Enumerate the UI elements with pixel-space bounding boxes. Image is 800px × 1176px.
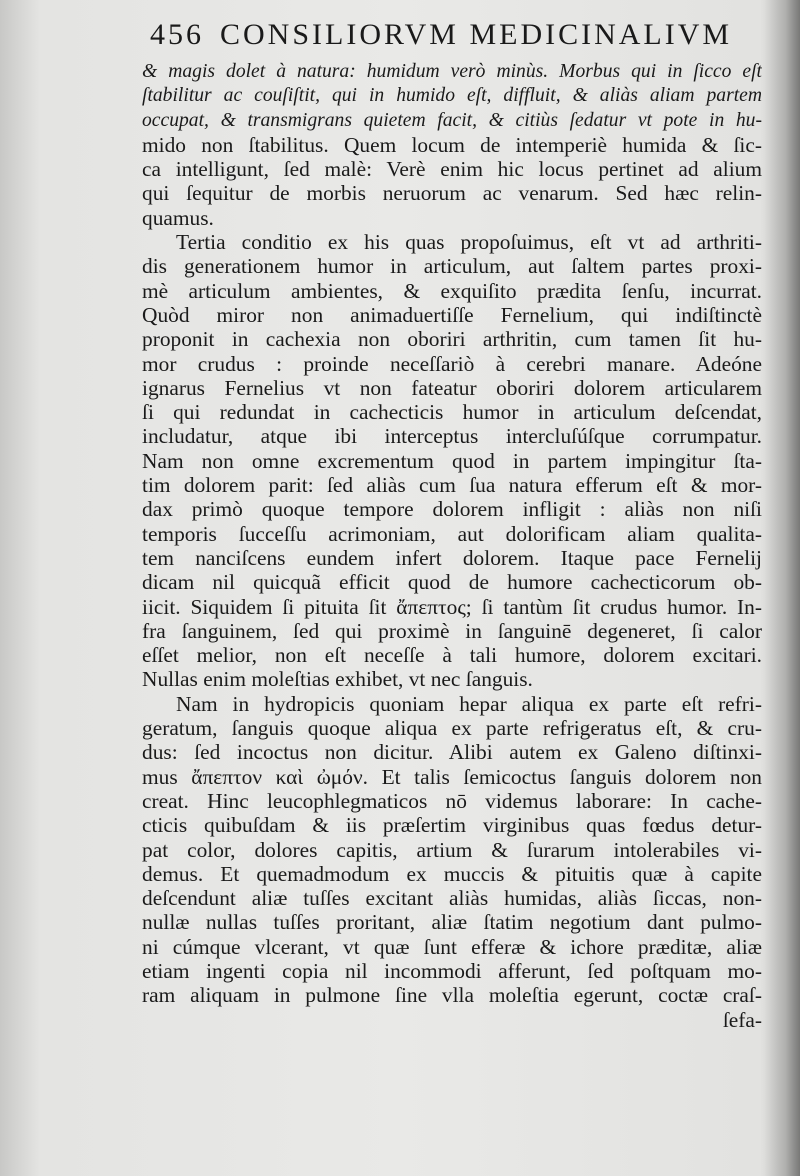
text-line: Tertia conditio ex his quas propoſuimus, eſt vt ad arthriti-: [176, 230, 762, 255]
text-line: dicam nil quicquã efficit quod de humore cachecticorum ob-: [142, 570, 762, 595]
page-gutter-shadow: [764, 0, 800, 1176]
text-line: demus. Et quemadmodum ex muccis & pituitis quæ à capite: [142, 861, 762, 886]
page-number: 456: [150, 18, 204, 51]
running-title: CONSILIORVM MEDICINALIVM: [220, 18, 733, 51]
text-line: mus ἄπεπτον καὶ ὠμόν. Et talis ſemicoctus ſanguis dolorem non: [142, 764, 762, 789]
text-line: ſtabilitur ac couſiſtit, qui in humido eſt, diffluit, & aliàs aliam partem: [142, 85, 762, 107]
text-line: includatur, atque ibi interceptus intercluſúſque corrumpatur.: [142, 424, 762, 449]
text-line: tim dolorem parit: ſed aliàs cum ſua natura efferum eſt & mor-: [142, 473, 762, 498]
text-line: mido non ſtabilitus. Quem locum de intemperiè humida & ſic-: [142, 132, 762, 157]
text-line: & magis dolet à natura: humidum verò minùs. Morbus qui in ſicco eſt: [142, 61, 762, 82]
text-line: ſi qui redundat in cachecticis humor in articulum deſcendat,: [142, 400, 762, 425]
text-line: Nam in hydropicis quoniam hepar aliqua ex parte eſt refri-: [176, 691, 762, 716]
text-line: iicit. Siquidem ſi pituita ſit ἄπεπτος; ſi tantùm ſit crudus humor. In-: [142, 594, 762, 619]
text-line: creat. Hinc leucophlegmaticos nō videmus laborare: In cache-: [142, 788, 762, 813]
text-line: occupat, & transmigrans quietem facit, & citiùs ſedatur vt pote in hu-: [142, 109, 762, 131]
text-line: Quòd miror non animaduertiſſe Fernelium, qui indiſtinctè: [142, 302, 762, 327]
text-block: [142, 60, 762, 1032]
text-line: ram aliquam in pulmone ſine vlla moleſtia egerunt, coctæ craſ-: [142, 983, 762, 1008]
text-line: eſſet melior, non eſt neceſſe à tali humore, dolorem excitari.: [142, 643, 762, 668]
text-line: temporis ſucceſſu acrimoniam, aut dolorificam aliam qualita-: [142, 521, 762, 546]
text-line: Nam non omne excrementum quod in partem impingitur ſta-: [142, 448, 762, 473]
text-line: tem nanciſcens eundem infert dolorem. Itaque pace Fernelij: [142, 545, 762, 570]
text-line: proponit in cachexia non oboriri arthritin, cum tamen ſit hu-: [142, 327, 762, 352]
text-line: ignarus Fernelius vt non fateatur oboriri dolorem articularem: [142, 375, 762, 400]
text-line: pat color, dolores capitis, artium & ſurarum intolerabiles vi-: [142, 837, 762, 862]
running-header: [150, 18, 750, 58]
text-line: deſcendunt aliæ tuſſes excitant aliàs humidas, aliàs ſiccas, non-: [142, 886, 762, 911]
text-line: qui ſequitur de morbis neruorum ac venarum. Sed hæc relin-: [142, 181, 762, 206]
text-line: dax primò quoque tempore dolorem infligit : aliàs non niſi: [142, 497, 762, 522]
text-line: mè articulum ambientes, & exquiſito prædita ſenſu, incurrat.: [142, 278, 762, 303]
text-line: nullæ nullas tuſſes proritant, aliæ ſtatim negotium dant pulmo-: [142, 910, 762, 935]
catchword: ſefa-: [722, 1007, 762, 1032]
text-line: geratum, ſanguis quoque aliqua ex parte refrigeratus eſt, & cru-: [142, 716, 762, 741]
text-line: etiam ingenti copia nil incommodi afferunt, ſed poſtquam mo-: [142, 958, 762, 983]
text-line: mor crudus : proinde neceſſariò à cerebri manare. Adeóne: [142, 351, 762, 376]
text-line: ni cúmque vlcerant, vt quæ ſunt efferæ & ichore præditæ, aliæ: [142, 934, 762, 959]
text-line: ca intelligunt, ſed malè: Verè enim hic locus pertinet ad alium: [142, 157, 762, 182]
text-line: quamus.: [142, 205, 214, 230]
text-line: fra ſanguinem, ſed qui proximè in ſanguinē degeneret, ſi calor: [142, 618, 762, 643]
text-line: dus: ſed incoctus non dicitur. Alibi autem ex Galeno diſtinxi-: [142, 740, 762, 765]
text-line: dis generationem humor in articulum, aut ſaltem partes proxi-: [142, 254, 762, 279]
text-line: cticis quibuſdam & iis præſertim virginibus quas fœdus detur-: [142, 813, 762, 838]
text-line: Nullas enim moleſtias exhibet, vt nec ſanguis.: [142, 667, 533, 692]
